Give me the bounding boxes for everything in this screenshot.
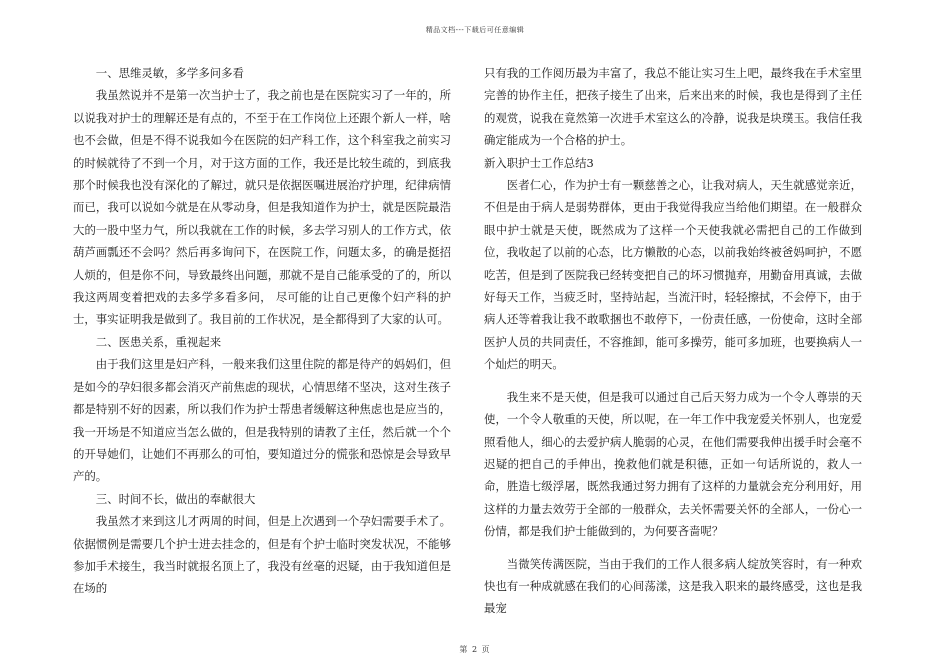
paragraph: 我虽然说并不是第一次当护士了，我之前也是在医院实习了一年的，所以说我对护士的理解还是有点的，不至于在工作岗位上还跟个新人一样，啥也不会做，但是不得不说我如今在医院的妇产科工作，这个科室我之前实习的时候就待了不到一个月，对于这方面的工作，我还是比较生疏的，到底我那个时候我也没有深化的了解过，就只是依据医嘱进展治疗护理，纪律病情而已，我可以说如今就是在从零动身，但是我知道作为护士，就是医院最浩大的一股中坚力气，所以我就在工作的时候，多去学习别人的工作方式，依葫芦画瓢还不会吗？然后再多询问下，在医院工作，问题太多，的确是挺招人烦的，但是你不问，导致最终出问题，那就不是自己能承受的了的，所以我这两周变着把戏的去多学多看多问， 尽可能的让自己更像个妇产科的护士，事实证明我是做到了。我目前的工作状况，是全都得到了大家的认可。 bbox=[73, 88, 451, 327]
paragraph: 我生来不是天使，但是我可以通过自己后天努力成为一个令人尊崇的天使，一个令人敬重的天使，所以呢，在一年工作中我宠爱关怀别人，也宠爱照看他人，细心的去爱护病人脆弱的心灵，在他们需要我伸出援手时会毫不迟疑的把自己的手伸出，挽救他们就是积德，正如一句话所说的，救人一命，胜造七级浮屠，既然我通过努力拥有了这样的力量就会充分利用好，用这样的力量去效劳于全部的一般群众，去关怀需要关怀的全部人，一份心一份情，都是我们护士能做到的，为何要吝啬呢？ bbox=[484, 389, 862, 539]
paragraph: 由于我们这里是妇产科，一般来我们这里住院的都是待产的妈妈们，但是如今的孕妇很多都会消灭产前焦虑的现状，心情思绪不坚决，这对生孩子都是特别不好的因素，所以我们作为护士帮患者缓解这种焦虑也是应当的，我一开场是不知道应当怎么做的，但是我特别的请教了主任，然后就一个个的开导她们，让她们不再那么的可怕，要知道过分的慌张和恐惊是会导致早产的。 bbox=[73, 357, 451, 484]
paragraph: 医者仁心，作为护士有一颗慈善之心，让我对病人，天生就感觉亲近，不但是由于病人是弱势群体，更由于我觉得我应当给他们期望。在一般群众眼中护士就是天使，既然成为了这样一个天使我就必需把自己的工作做到位，我收起了以前的心态，比方懒散的心态，以前我始终被爸妈呵护，不愿吃苦，但是到了医院我已经转变把自己的坏习惯抛弃，用勤奋用真诚，去做好每天工作，当疲乏时，坚持站起，当流汗时，轻轻擦拭，不会停下，由于病人还等着我让我不敢歌捆也不敢停下，一份责任感，一份使命，这时全部医护人员的共同责任，不容推卸，能可多操劳，能可多加班，也要换病人一个灿烂的明天。 bbox=[484, 178, 862, 372]
page-header: 精品文档---下载后可任意编辑 bbox=[425, 26, 525, 34]
paragraph: 我虽然才来到这儿才两周的时间，但是上次遇到一个孕妇需要手术了。依据惯例是需要几个护士进去挂念的，但是有个护士临时突发状况，不能够参加手术接生，我当时就报名顶上了，我没有丝毫的迟疑，由于我知道但是在场的 bbox=[73, 514, 451, 596]
right-column bbox=[484, 62, 862, 620]
summary-title: 新入职护士工作总结3 bbox=[484, 155, 594, 170]
section-heading-1: 一、思维灵敏，多学多问多看 bbox=[95, 66, 244, 80]
section-heading-3: 三、时间不长，做出的奉献很大 bbox=[95, 491, 256, 506]
left-column bbox=[73, 62, 451, 600]
page-number: 第 2 页 bbox=[459, 645, 491, 654]
section-heading-2: 二、医患关系，重视起来 bbox=[95, 334, 222, 349]
paragraph: 当微笑传满医院，当由于我们的工作人很多病人绽放笑容时，有一种欢快也有一种成就感在我们的心间荡漾，这是我入职来的最终感受，这也是我最宠 bbox=[484, 556, 862, 616]
paragraph-continued: 只有我的工作阅历最为丰富了，我总不能让实习生上吧，最终我在手术室里完善的协作主任，把孩子接生了出来，后来出来的时候，我也是得到了主任的观赏，说我在竟然第一次进手术室这么的冷静，说我是块璞玉。我信任我确定能成为一个合格的护士。 bbox=[484, 66, 862, 148]
